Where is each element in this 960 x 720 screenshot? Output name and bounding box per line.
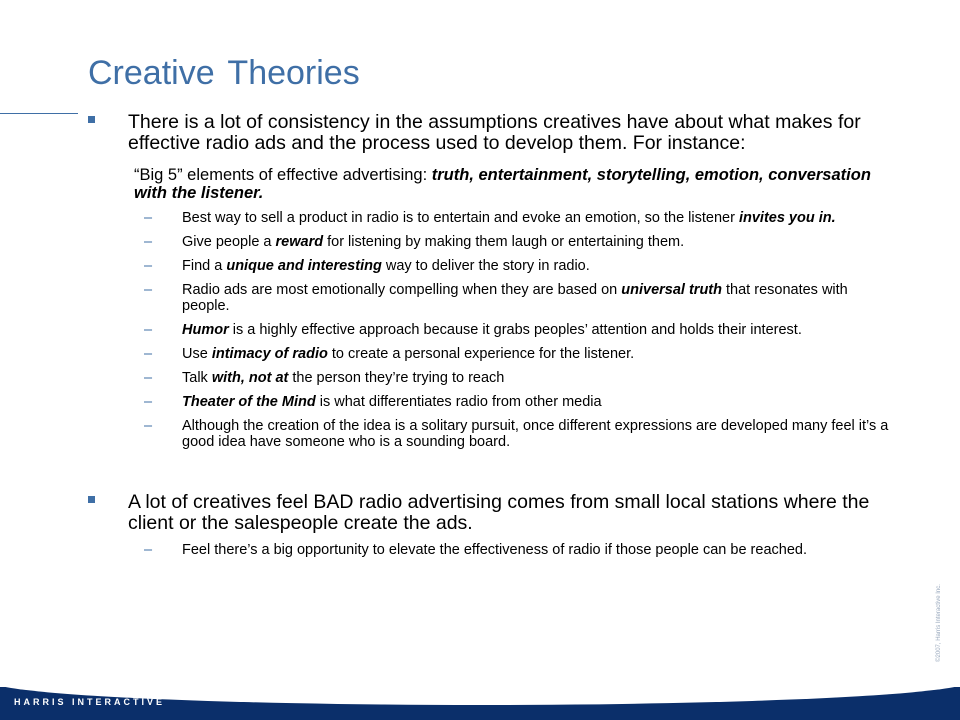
point-text: Feel there’s a big opportunity to elevate the effectiveness of radio if those people can be reached. bbox=[182, 542, 807, 558]
bullet-consistency bbox=[88, 112, 898, 154]
point-emphasis: reward bbox=[275, 234, 324, 250]
list-item bbox=[88, 346, 898, 362]
dash-icon: – bbox=[144, 418, 153, 434]
dash-icon: – bbox=[144, 394, 153, 410]
point-text-end: the person they’re trying to reach bbox=[288, 370, 505, 386]
point-emphasis: invites you in. bbox=[738, 210, 836, 226]
point-text: Radio ads are most emotionally compelling when they are based on bbox=[182, 282, 622, 298]
point-text: Although the creation of the idea is a solitary pursuit, once different expressions are developed many feel it’s a good idea have someone who is a sounding board. bbox=[182, 418, 889, 450]
point-text-end: is a highly effective approach because it grabs peoples’ attention and holds their interest. bbox=[228, 322, 802, 338]
point-text-end: that resonates with people. bbox=[182, 282, 848, 314]
copyright-note bbox=[934, 570, 944, 680]
point-text-end: for listening by making them laugh or entertaining them. bbox=[323, 234, 685, 250]
dash-icon: – bbox=[144, 282, 153, 298]
dash-icon: – bbox=[144, 542, 153, 558]
list-item bbox=[88, 258, 898, 274]
point-text: Give people a bbox=[182, 234, 276, 250]
bullet-text: A lot of creatives feel BAD radio advertising comes from small local stations where the client or the salespeople create the ads. bbox=[128, 491, 870, 534]
brand-logo-text: HARRIS INTERACTIVE bbox=[14, 697, 166, 707]
point-emphasis: intimacy of radio bbox=[211, 346, 328, 362]
point-emphasis: Theater of the Mind bbox=[182, 394, 316, 410]
point-text-end: way to deliver the story in radio. bbox=[381, 258, 590, 274]
big5-intro: “Big 5” elements of effective advertising: bbox=[134, 166, 432, 184]
big5-line bbox=[88, 166, 898, 202]
point-emphasis: with, not at bbox=[211, 370, 289, 386]
list-item bbox=[88, 542, 898, 558]
big5-list: truth, entertainment, storytelling, emotion, conversation with the listener. bbox=[134, 166, 871, 202]
copyright-text: ©2007, Harris Interactive Inc. bbox=[936, 584, 942, 662]
point-text: Find a bbox=[182, 258, 227, 274]
dash-icon: – bbox=[144, 258, 153, 274]
list-item bbox=[88, 234, 898, 250]
point-text: Talk bbox=[182, 370, 212, 386]
point-text-end: to create a personal experience for the listener. bbox=[327, 346, 635, 362]
point-emphasis: Humor bbox=[182, 322, 229, 338]
point-text: Use bbox=[182, 346, 212, 362]
point-list bbox=[88, 210, 898, 450]
dash-icon: – bbox=[144, 370, 153, 386]
title-underline bbox=[0, 113, 78, 114]
list-item bbox=[88, 418, 898, 450]
point-text-end: is what differentiates radio from other media bbox=[315, 394, 602, 410]
slide-title: Creative Theories bbox=[88, 54, 360, 92]
dash-icon: – bbox=[144, 346, 153, 362]
point-emphasis: unique and interesting bbox=[226, 258, 382, 274]
slide-body bbox=[88, 112, 898, 558]
list-item bbox=[88, 322, 898, 338]
point-emphasis: universal truth bbox=[621, 282, 722, 298]
square-bullet-icon bbox=[88, 496, 95, 503]
point-text: Best way to sell a product in radio is to entertain and evoke an emotion, so the listener bbox=[182, 210, 739, 226]
dash-icon: – bbox=[144, 322, 153, 338]
dash-icon: – bbox=[144, 234, 153, 250]
bullet-text: There is a lot of consistency in the assumptions creatives have about what makes for effective radio ads and the process used to develop them. For instance: bbox=[128, 111, 861, 154]
list-item bbox=[88, 282, 898, 314]
bullet-bad-radio bbox=[88, 492, 898, 534]
list-item bbox=[88, 370, 898, 386]
list-item bbox=[88, 394, 898, 410]
dash-icon: – bbox=[144, 210, 153, 226]
list-item bbox=[88, 210, 898, 226]
square-bullet-icon bbox=[88, 116, 95, 123]
